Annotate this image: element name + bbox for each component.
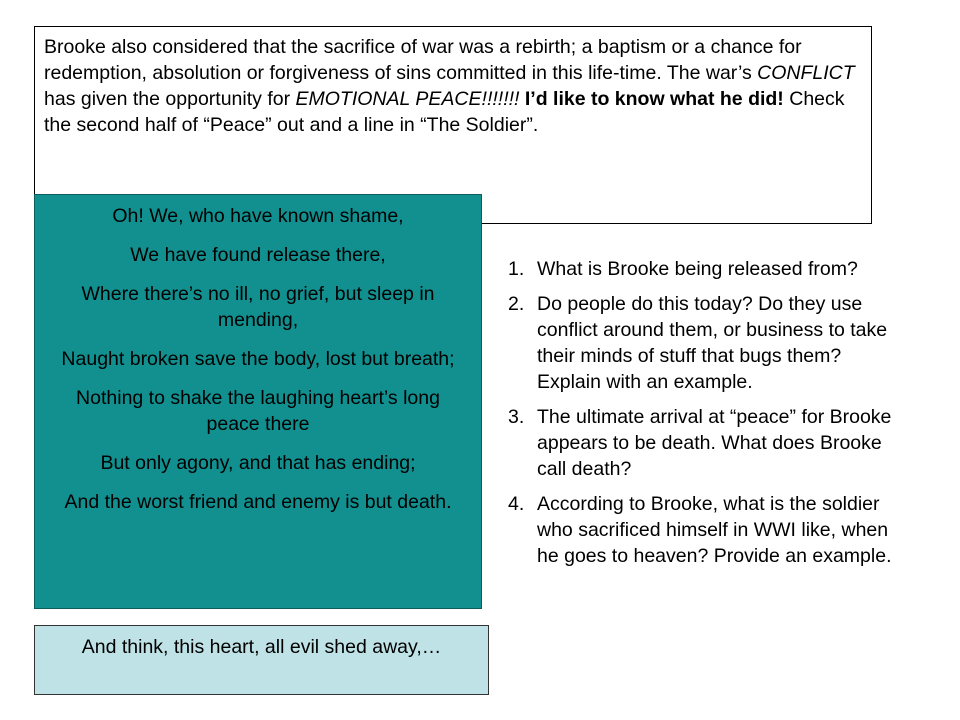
- intro-text-part1: Brooke also considered that the sacrifice of war was a rebirth; a baptism or a chance for redemption, absolution or forgiveness of sins committed in this life-time. The war’s: [44, 36, 802, 84]
- poem-line: Where there’s no ill, no grief, but sleep in mending,: [81, 283, 435, 331]
- question-text: Do people do this today? Do they use conflict around them, or business to take their minds of stuff that bugs them? Explain with an example.: [537, 293, 888, 393]
- poem-line: Naught broken save the body, lost but breath;: [61, 348, 455, 370]
- poem-line: We have found release there,: [130, 244, 386, 266]
- question-text: What is Brooke being released from?: [537, 258, 858, 280]
- question-item: [500, 256, 910, 282]
- poem-excerpt-box: [34, 194, 482, 609]
- question-item: [500, 491, 910, 569]
- intro-text-part4: Check the second half of “Peace” out and a line in “The Soldier”.: [44, 88, 845, 136]
- quote-box: [34, 625, 489, 695]
- question-item: [500, 404, 910, 482]
- intro-text-part2: has given the opportunity for: [44, 88, 296, 110]
- poem-line: Oh! We, who have known shame,: [112, 205, 404, 227]
- question-text: According to Brooke, what is the soldier who sacrificed himself in WWI like, when he goes to heaven? Provide an example.: [537, 493, 892, 567]
- question-list: [500, 256, 910, 578]
- poem-line: But only agony, and that has ending;: [100, 452, 416, 474]
- intro-emotional-peace-emphasis: EMOTIONAL PEACE!!!!!!!: [295, 88, 520, 110]
- intro-bold-remark: I’d like to know what he did!: [524, 88, 784, 110]
- intro-conflict-emphasis: CONFLICT: [757, 62, 855, 84]
- poem-line: Nothing to shake the laughing heart’s long peace there: [76, 387, 440, 435]
- quote-text: And think, this heart, all evil shed away,…: [81, 636, 442, 658]
- question-number: 1.: [508, 258, 525, 280]
- question-text: The ultimate arrival at “peace” for Brooke appears to be death. What does Brooke call death?: [537, 406, 892, 480]
- poem-line: And the worst friend and enemy is but death.: [64, 491, 452, 513]
- question-number: 3.: [508, 406, 525, 428]
- question-number: 2.: [508, 293, 525, 315]
- question-number: 4.: [508, 493, 525, 515]
- question-item: [500, 291, 910, 395]
